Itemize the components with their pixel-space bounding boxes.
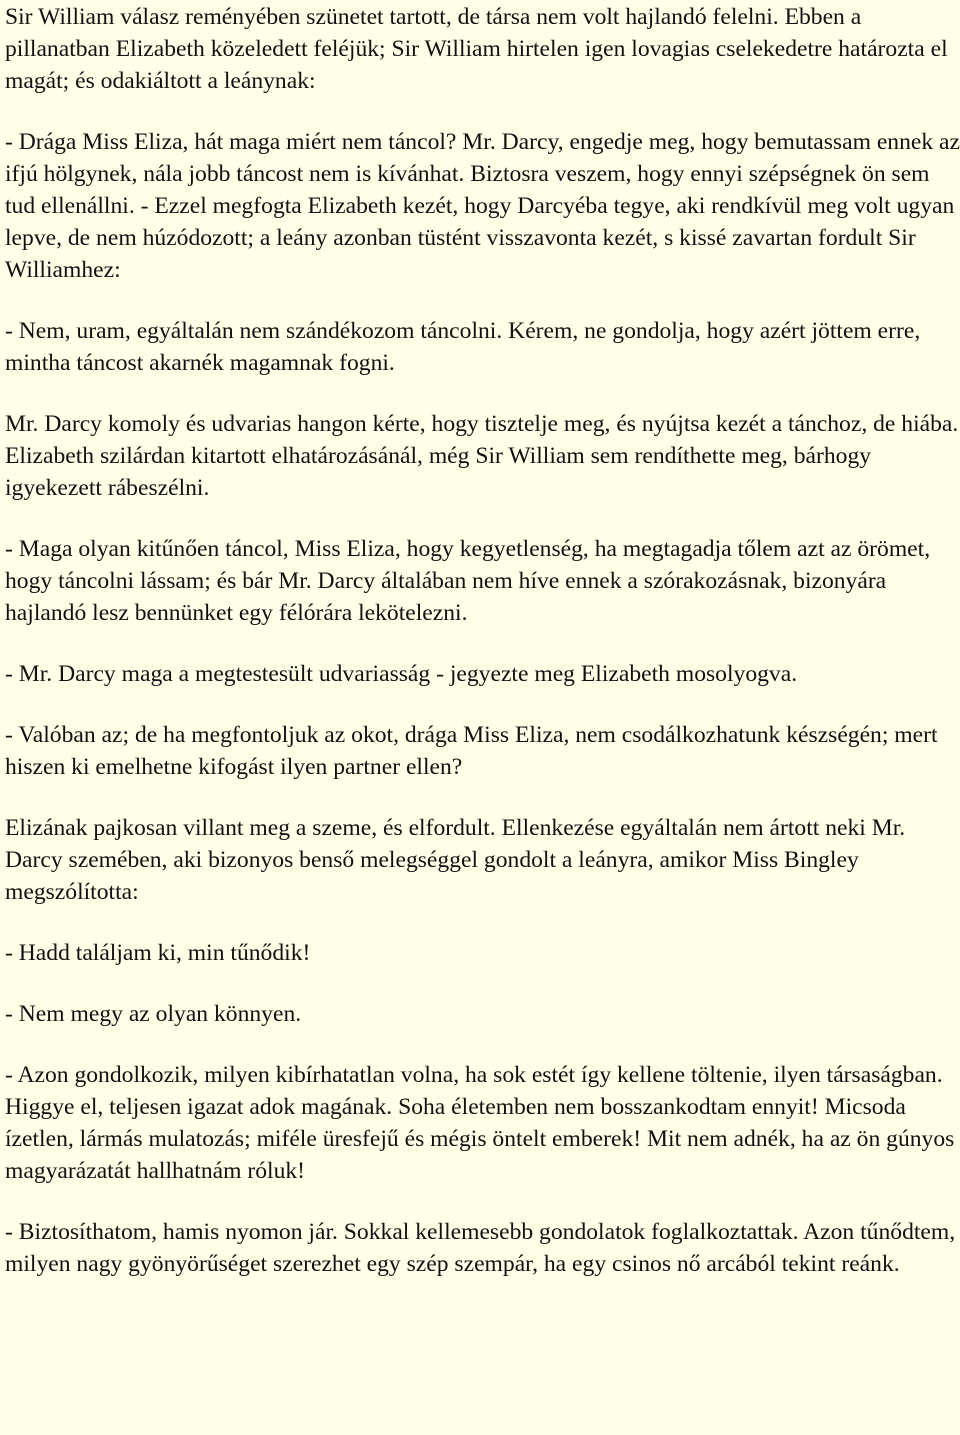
paragraph-6: - Mr. Darcy maga a megtestesült udvariasság - jegyezte meg Elizabeth mosolyogva. [5, 661, 798, 687]
paragraph-10: - Nem megy az olyan könnyen. [5, 1001, 302, 1027]
paragraph-3: - Nem, uram, egyáltalán nem szándékozom táncolni. Kérem, ne gondolja, hogy azért jöttem erre, mintha táncost akarnék magamnak fogni. [5, 318, 921, 376]
paragraph-9: - Hadd találjam ki, min tűnődik! [5, 940, 311, 966]
paragraph-1: Sir William válasz reményében szünetet tartott, de társa nem volt hajlandó felelni. Ebben a pillanatban Elizabeth közeledett feléjük; Sir William hirtelen igen lovagias cselekedetre határozta el magát; és odakiáltott a leánynak: [5, 4, 948, 94]
paragraph-2: - Drága Miss Eliza, hát maga miért nem táncol? Mr. Darcy, engedje meg, hogy bemutassam ennek az ifjú hölgynek, nála jobb táncost nem is kívánhat. Biztosra veszem, hogy ennyi szépségnek ön sem tud ellenállni. - Ezzel megfogta Elizabeth kezét, hogy Darcyéba tegye, aki rendkívül meg volt ugyan lepve, de nem húzódozott; a leány azonban tüstént visszavonta kezét, s kissé zavartan fordult Sir Williamhez: [5, 129, 960, 283]
paragraph-8: Elizának pajkosan villant meg a szeme, és elfordult. Ellenkezése egyáltalán nem ártott neki Mr. Darcy szemében, aki bizonyos benső melegséggel gondolt a leányra, amikor Miss Bingley megszólította: [5, 815, 906, 905]
paragraph-12: - Biztosíthatom, hamis nyomon jár. Sokkal kellemesebb gondolatok foglalkoztattak. Azon tűnődtem, milyen nagy gyönyörűséget szerezhet egy szép szempár, ha egy csinos nő arcából tekint reánk. [5, 1219, 956, 1277]
paragraph-5: - Maga olyan kitűnően táncol, Miss Eliza, hogy kegyetlenség, ha megtagadja tőlem azt az örömet, hogy táncolni lássam; és bár Mr. Darcy általában nem híve ennek a szórakozásnak, bizonyára hajlandó lesz bennünket egy félórára lekötelezni. [5, 536, 931, 626]
paragraph-11: - Azon gondolkozik, milyen kibírhatatlan volna, ha sok estét így kellene töltenie, ilyen társaságban. Higgye el, teljesen igazat adok magának. Soha életemben nem bosszankodtam ennyit! Micsoda ízetlen, lármás mulatozás; miféle üresfejű és mégis öntelt emberek! Mit nem adnék, ha az ön gúnyos magyarázatát hallhatnám róluk! [5, 1062, 955, 1184]
paragraph-7: - Valóban az; de ha megfontoljuk az okot, drága Miss Eliza, nem csodálkozhatunk készségén; mert hiszen ki emelhetne kifogást ilyen partner ellen? [5, 722, 938, 780]
paragraph-4: Mr. Darcy komoly és udvarias hangon kérte, hogy tisztelje meg, és nyújtsa kezét a tánchoz, de hiába. Elizabeth szilárdan kitartott elhatározásánál, még Sir William sem rendíthette meg, bárhogy igyekezett rábeszélni. [5, 411, 959, 501]
